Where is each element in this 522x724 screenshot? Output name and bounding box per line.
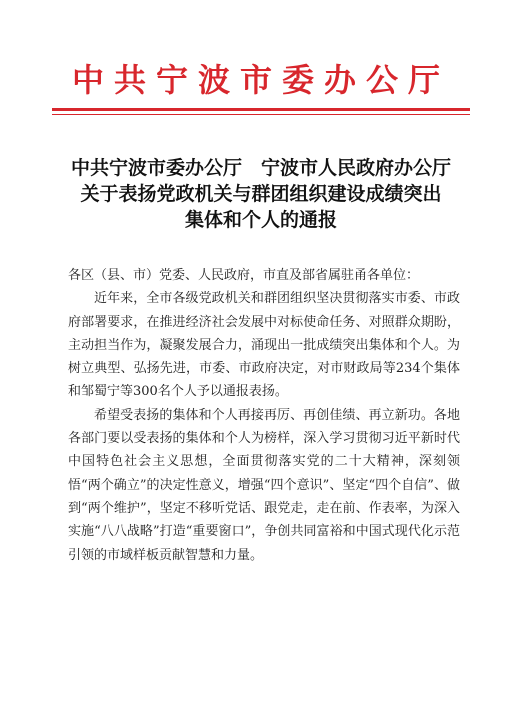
document-body [68,264,460,567]
body-paragraph: 近年来，全市各级党政机关和群团组织坚决贯彻落实市委、市政府部署要求，在推进经济社会发展中对标使命任务、对照群众期盼，主动担当作为，凝聚发展合力，涌现出一批成绩突出集体和个人。为树立典型、弘扬先进，市委、市政府决定，对市财政局等234个集体和邹蜀宁等300名个人予以通报表扬。 [68,291,460,400]
document-title-line: 中共宁波市委办公厅 宁波市人民政府办公厅 [70,157,451,179]
document-title [0,155,522,233]
body-paragraph: 希望受表扬的集体和个人再接再厉、再创佳绩、再立新功。各地各部门要以受表扬的集体和个人为榜样，深入学习贯彻习近平新时代中国特色社会主义思想，全面贯彻落实党的二十大精神，深刻领悟“两个确立”的决定性意义，增强“四个意识”、坚定“四个自信”、做到“两个维护”，坚定不移听党话、跟党走，走在前、作表率，为深入实施“八八战略”打造“重要窗口”，争创共同富裕和中国式现代化示范引领的市域样板贡献智慧和力量。 [68,407,460,563]
document-title-line: 关于表扬党政机关与群团组织建设成绩突出 [80,183,442,205]
salutation: 各区（县、市）党委、人民政府，市直及部省属驻甬各单位： [68,268,420,283]
header-divider-thick [52,108,470,111]
document-title-line: 集体和个人的通报 [184,209,337,231]
issuing-office-header: 中共宁波市委办公厅 [71,61,450,99]
header-divider-thin [52,114,470,115]
